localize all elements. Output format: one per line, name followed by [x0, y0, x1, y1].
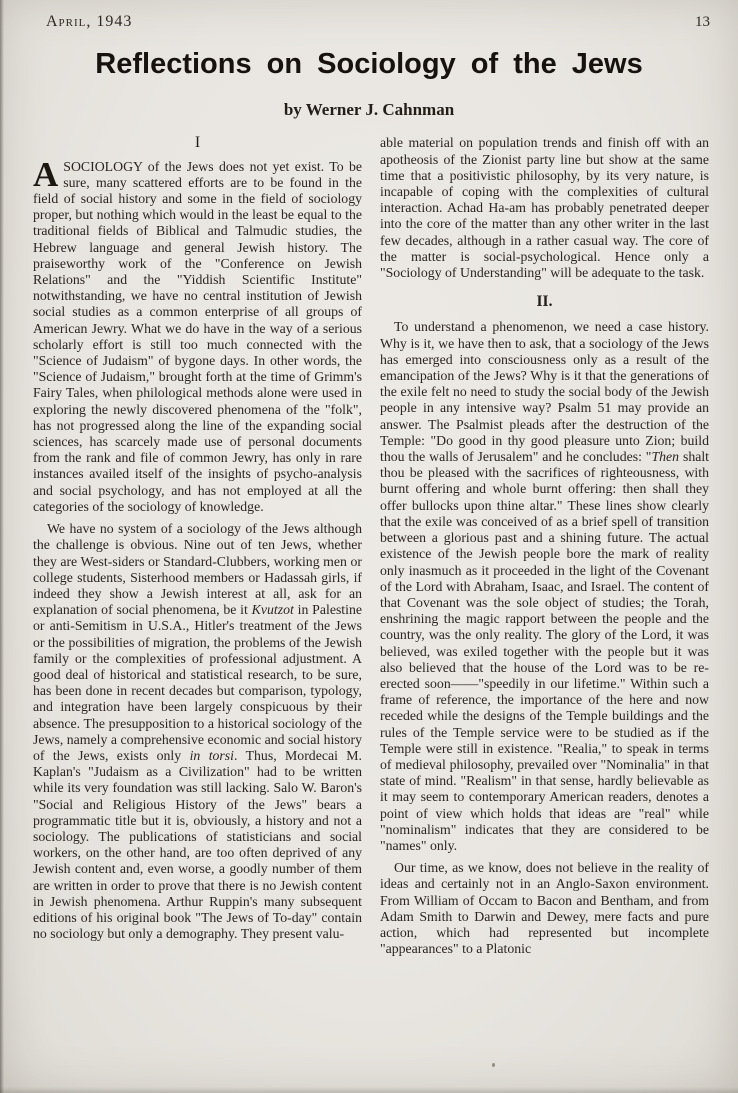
paragraph: We have no system of a sociology of the Jews although the challenge is obvious. Nine out of ten Jews, whether they are West-siders or Standard-Clubbers, working men or college students, Sisterhood members or Hadassah girls, if indeed they show a Jewish interest at all, ask for an explanation of social phenomena, be it Kvutzot in Palestine or anti-Semitism in U.S.A., Hitler's treatment of the Jews or the possibilities of migration, the problems of the Jewish family or the complexities of professional adjustment. A good deal of historical and statistical research, to be sure, has been done in recent decades but comparison, typology, and integration have been largely conspicuous by their absence. The presupposition to a historical sociology of the Jews, namely a comprehensive economic and social history of the Jews, exists only in torsi. Thus, Mordecai M. Kaplan's "Judaism as a Civilization" had to be written while its very foundation was still lacking. Salo W. Baron's "Social and Religious History of the Jews" bears a programmatic title but it is, obviously, a history and not a sociology. The publications of statisticians and social workers, on the other hand, are too often deprived of any Jewish content and, even worse, a goodly number of them are written in order to prove that there is no Jewish content in Jewish phenomena. Arthur Ruppin's many subsequent editions of his original book "The Jews of To-day" contain no sociology but only a demography. They present valu- [33, 521, 363, 942]
paragraph [33, 154, 362, 515]
paragraph: Our time, as we know, does not believe in the reality of ideas and certainly not in an Anglo-Saxon environment. From William of Occam to Bacon and Bentham, and from Adam Smith to Darwin and Dewey, mere facts and pure action, which had represented but incomplete "appearances" to a Platonic [380, 860, 709, 957]
right-column [380, 135, 709, 957]
article-title: Reflections on Sociology of the Jews [95, 48, 643, 80]
byline: by Werner J. Cahnman [283, 100, 455, 120]
paragraph: To understand a phenomenon, we need a case history. Why is it, we have then to ask, that a sociology of the Jews has emerged into consciousness only as a result of the emancipation of the Jews? Why is it that the generations of the exile felt no need to study the social body of the Jewish people in any intensive way? Psalm 51 may provide an answer. The Psalmist pleads after the destruction of the Temple: "Do good in thy good pleasure unto Zion; build thou the walls of Jerusalem" and he concludes: "Then shalt thou be pleased with the sacrifices of righteousness, with burnt offering and whole burnt offering: then shall they offer bullocks upon thine altar." These lines show clearly that the exile was conceived of as a brief spell of transition between a glorious past and a shining future. The actual existence of the Jewish people bore the mark of reality only inasmuch as it proceeded in the light of the Covenant of the Lord with Abraham, Isaac, and Israel. The content of that Covenant was the sole object of studies; the Torah, enshrining the magic rapport between the people and the country, was the only reality. The glory of the Lord, it was believed, was exiled together with the people but it was also believed that the house of the Lord was to be re-erected soon——"speedily in our lifetime." Within such a frame of reference, the importance of the here and now receded while the designs of the Temple buildings and the rules of the Temple service were to be studied as if the Temple were still in existence. "Realia," to speak in terms of medieval philosophy, prevailed over "Nominalia" in that state of mind. "Realism" in that sense, hardly believable as it may seem to contemporary American readers, denotes a point of view which holds that ideas are "real" while "nominalism" indicates that they are considered to be "names" only. [380, 319, 710, 853]
page-header [0, 0, 738, 31]
paragraph-text: SOCIOLOGY of the Jews does not yet exist. To be sure, many scattered efforts are to be found in the field of social history and some in the field of sociology proper, but nothing which would in the least be equal to the traditional fields of Biblical and Talmudic studies, the Hebrew language and general Jewish history. The praiseworthy work of the "Conference on Jewish Relations" and the "Yiddish Scientific Institute" notwithstanding, we have no central institution of Jewish social studies as a common enterprise of all groups of American Jewry. What we do have in the way of a serious scholarly effort is still too much connected with the "Science of Judaism" of bygone days. In other words, the "Science of Judaism," brought forth at the time of Grimm's Fairy Tales, when philological methods alone were used in exploring the newly discovered phenomena of the "folk", has not progressed along the line of the expanding social sciences, has scarcely made use of personal documents from the rank and file of common Jewry, has only in rare instances availed itself of the insights of psycho-analysis and social psychology, and has not employed at all the categories of the sociology of knowledge. [33, 158, 362, 514]
issue-date: April, 1943 [46, 13, 133, 30]
section-heading-2: II. [536, 293, 553, 311]
scan-speck [492, 1063, 495, 1067]
article-body [0, 135, 738, 957]
left-column [33, 135, 362, 957]
paragraph: able material on population trends and finish off with an apotheosis of the Zionist party line but show at the same time that a positivistic philosophy, by its very nature, is incapable of coping with the complexities of cultural interaction. Achad Ha-am has probably penetrated deeper into the core of the matter than any other writer in the last few decades, although in a rather casual way. The core of the matter is social-psychological. Hence only a "Sociology of Understanding" will be adequate to the task. [380, 135, 709, 281]
section-heading-1: I [194, 134, 201, 152]
page-number: 13 [695, 14, 710, 30]
dropcap: A [33, 154, 59, 194]
